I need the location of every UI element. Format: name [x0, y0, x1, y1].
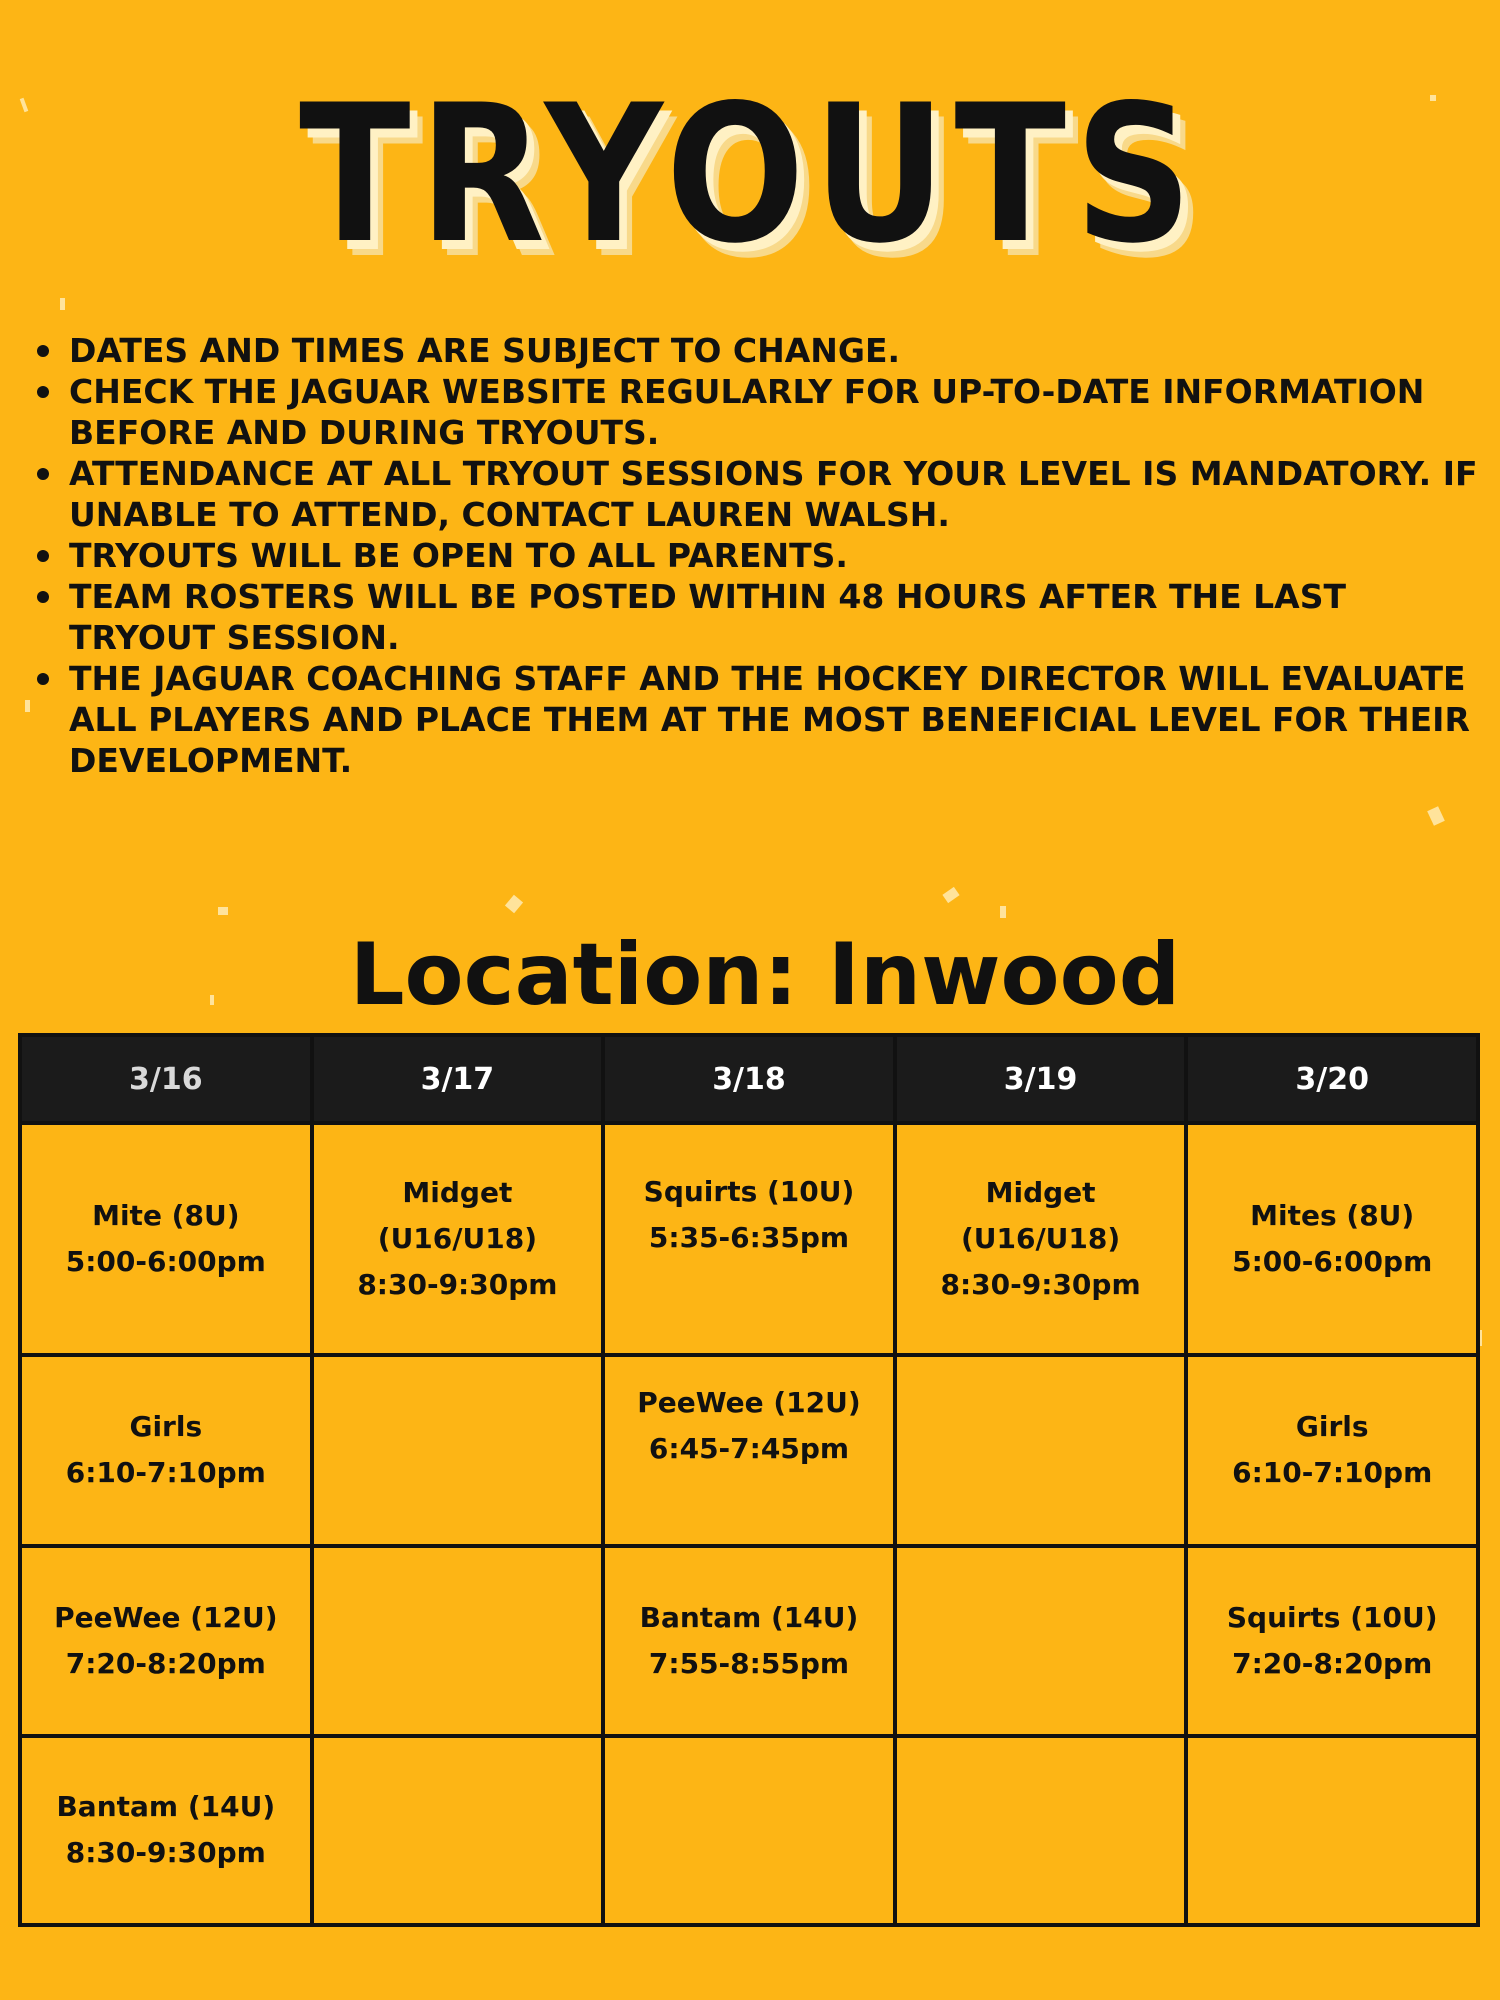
- session-group: Girls: [129, 1410, 203, 1444]
- schedule-row: [20, 1736, 1478, 1925]
- schedule-cell: [603, 1355, 895, 1546]
- schedule-cell: [312, 1736, 604, 1925]
- session-time: 8:30-9:30pm: [65, 1836, 266, 1870]
- session-group: Mites (8U): [1250, 1198, 1415, 1232]
- schedule-header-row: [20, 1035, 1478, 1123]
- session-time: 5:35-6:35pm: [648, 1220, 850, 1254]
- background-speck: [505, 895, 523, 913]
- schedule-cell: [1186, 1355, 1478, 1546]
- schedule-cell: [603, 1546, 895, 1735]
- background-speck: [942, 887, 959, 903]
- session-time: 5:00-6:00pm: [65, 1244, 266, 1278]
- date-header: 3/20: [1186, 1035, 1478, 1123]
- date-header: 3/19: [895, 1035, 1187, 1123]
- session-group: Mite (8U): [92, 1198, 240, 1232]
- schedule-cell: [895, 1546, 1187, 1735]
- schedule-cell: [1186, 1736, 1478, 1925]
- session-group: PeeWee (12U): [637, 1386, 861, 1420]
- session-time: 6:45-7:45pm: [648, 1432, 850, 1466]
- schedule-cell: [20, 1123, 312, 1355]
- session-group: Bantam (14U): [56, 1790, 276, 1824]
- schedule-cell: [20, 1355, 312, 1546]
- schedule-row: [20, 1123, 1478, 1355]
- background-speck: [20, 98, 29, 113]
- schedule-cell: [20, 1546, 312, 1735]
- session-time: 8:30-9:30pm: [357, 1267, 558, 1301]
- schedule-cell: [312, 1355, 604, 1546]
- background-speck: [1427, 806, 1445, 826]
- schedule-cell: [20, 1736, 312, 1925]
- session-group: Midget (U16/U18): [960, 1175, 1121, 1255]
- tryout-schedule-table: [18, 1033, 1480, 1927]
- session-time: 6:10-7:10pm: [1232, 1456, 1433, 1490]
- session-time: 5:00-6:00pm: [1232, 1244, 1433, 1278]
- session-group: Squirts (10U): [1226, 1600, 1438, 1634]
- schedule-cell: [312, 1546, 604, 1735]
- rule-item: THE JAGUAR COACHING STAFF AND THE HOCKEY DIRECTOR WILL EVALUATE ALL PLAYERS AND PLACE THEM AT THE MOST BENEFICIAL LEVEL FOR THEIR DEVELOPMENT.: [69, 658, 1480, 781]
- location-heading: Location: Inwood: [349, 925, 1181, 1025]
- session-group: Squirts (10U): [643, 1174, 855, 1208]
- rule-item: DATES AND TIMES ARE SUBJECT TO CHANGE.: [69, 330, 1480, 371]
- schedule-cell: [603, 1736, 895, 1925]
- session-time: 7:20-8:20pm: [1232, 1646, 1433, 1680]
- rule-item: CHECK THE JAGUAR WEBSITE REGULARLY FOR UP-TO-DATE INFORMATION BEFORE AND DURING TRYOUTS.: [69, 371, 1480, 453]
- schedule-cell: [1186, 1546, 1478, 1735]
- session-time: 6:10-7:10pm: [65, 1456, 266, 1490]
- date-header: 3/16: [20, 1035, 312, 1123]
- session-time: 8:30-9:30pm: [940, 1267, 1141, 1301]
- session-time: 7:20-8:20pm: [65, 1646, 266, 1680]
- schedule-cell: [1186, 1123, 1478, 1355]
- date-header: 3/18: [603, 1035, 895, 1123]
- schedule-cell: [895, 1736, 1187, 1925]
- background-speck: [1000, 906, 1006, 918]
- date-header: 3/17: [312, 1035, 604, 1123]
- schedule-row: [20, 1355, 1478, 1546]
- session-group: Girls: [1295, 1410, 1369, 1444]
- page-title: TRYOUTS: [299, 64, 1201, 285]
- schedule-cell: [895, 1123, 1187, 1355]
- session-group: PeeWee (12U): [54, 1600, 278, 1634]
- schedule-cell: [312, 1123, 604, 1355]
- background-speck: [1430, 95, 1436, 101]
- rule-item: TRYOUTS WILL BE OPEN TO ALL PARENTS.: [69, 535, 1480, 576]
- tryout-rules-list: [30, 330, 1480, 781]
- background-speck: [218, 907, 228, 915]
- session-group: Bantam (14U): [639, 1600, 859, 1634]
- session-time: 7:55-8:55pm: [648, 1646, 850, 1680]
- background-speck: [60, 298, 65, 310]
- rule-item: TEAM ROSTERS WILL BE POSTED WITHIN 48 HOURS AFTER THE LAST TRYOUT SESSION.: [69, 576, 1480, 658]
- schedule-cell: [603, 1123, 895, 1355]
- rule-item: ATTENDANCE AT ALL TRYOUT SESSIONS FOR YOUR LEVEL IS MANDATORY. IF UNABLE TO ATTEND, CONTACT LAUREN WALSH.: [69, 453, 1480, 535]
- schedule-row: [20, 1546, 1478, 1735]
- session-group: Midget (U16/U18): [377, 1175, 537, 1255]
- schedule-cell: [895, 1355, 1187, 1546]
